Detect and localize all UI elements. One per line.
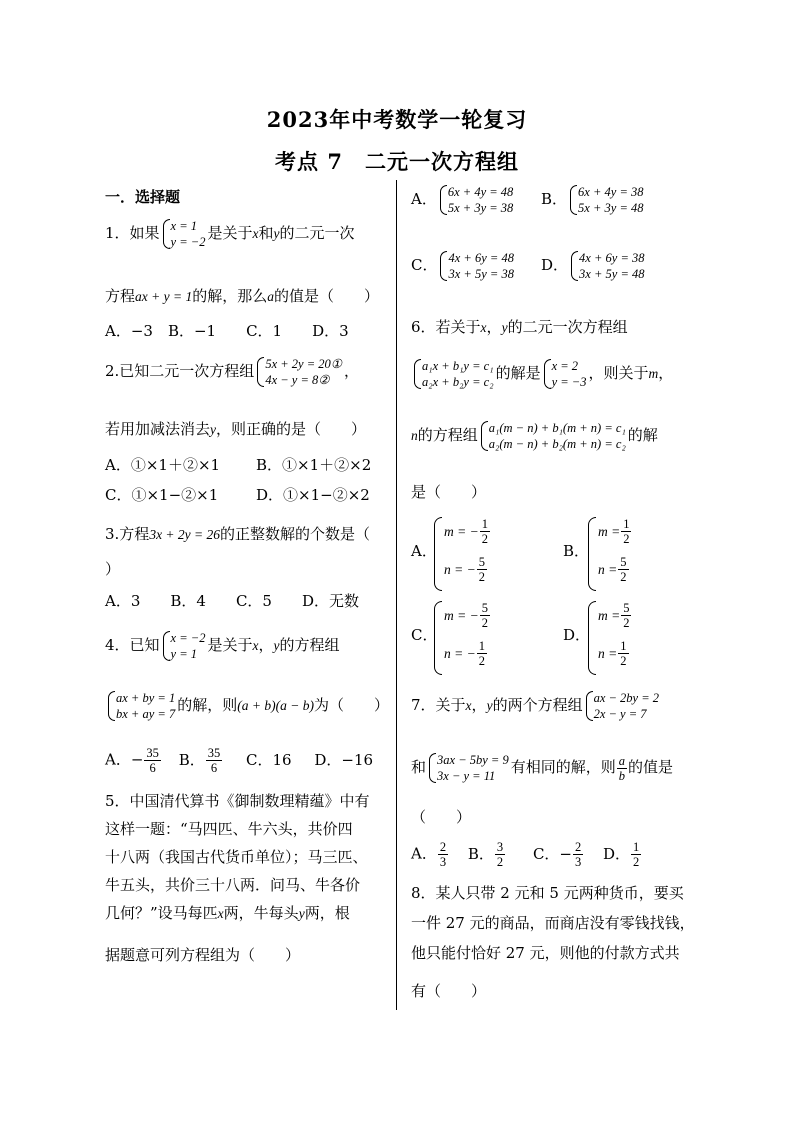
question-8-line-3: 他只能付恰好 27 元，则他的付款方式共	[411, 944, 680, 962]
q4-system: x = −2 y = 1	[162, 630, 206, 662]
question-6-line-1: 6．若关于x，y的二元一次方程组	[411, 318, 628, 336]
q5-option-d: D． 4x + 6y = 38 3x + 5y = 48	[541, 251, 645, 281]
question-8-line-4: 有（ ）	[411, 982, 487, 1000]
q7-system-2: 3ax − 5by = 9 3x − y = 11	[428, 752, 509, 784]
q4-system-2: ax + by = 1 bx + ay = 7	[107, 690, 175, 722]
q5-option-c-system: 4x + 6y = 48 3x + 5y = 38	[439, 250, 513, 282]
q6-solution-system: x = 2 y = −3	[543, 358, 587, 390]
q6-option-c-label: C．	[411, 626, 438, 644]
q4-fraction-b: $\frac{35}{6}$	[207, 746, 221, 775]
column-divider	[396, 180, 397, 1010]
q2-option-c: C．①×1−②×1	[105, 486, 219, 504]
question-7-line-1: 7．关于x，y的两个方程组 ax − 2by = 2 2x − y = 7	[411, 691, 660, 721]
q6-option-d-system: m = $\frac{5}{2}$ n = $\frac{1}{2}$	[588, 601, 678, 675]
question-4-line-1: 4．已知 x = −2 y = 1 是关于x，y的方程组	[105, 631, 340, 661]
q6-option-c-system: m = − $\frac{5}{2}$ n = − $\frac{1}{2}$	[434, 601, 524, 675]
q5-option-d-system: 4x + 6y = 38 3x + 5y = 48	[570, 250, 644, 282]
q5-option-b: B． 6x + 4y = 38 5x + 3y = 48	[541, 185, 644, 215]
question-8-line-2: 一件 27 元的商品，而商店没有零钱找钱，	[411, 914, 695, 932]
q6-option-a-label: A．	[411, 542, 437, 560]
question-8-line-1: 8．某人只带 2 元和 5 元两种货币，要买	[411, 884, 684, 902]
question-5-line-4: 牛五头，共价三十八两．问马、牛各价	[105, 876, 361, 894]
question-4-line-2: ax + by = 1 bx + ay = 7 的解，则(a + b)(a − b)为（ ）	[105, 690, 389, 722]
q5-option-a: A． 6x + 4y = 48 5x + 3y = 38	[411, 185, 514, 215]
question-4-options: A．− $\frac{35}{6}$ B． $\frac{35}{6}$ C．16 D．−16	[105, 746, 374, 775]
question-6-line-3: n的方程组 a₁(m − n) + b₁(m + n) = c₁ a₂(m − n) + b₂(m + n) = c₂ 的解	[411, 421, 658, 451]
q4-fraction-a: $\frac{35}{6}$	[146, 746, 159, 775]
q6-option-b-system: m = $\frac{1}{2}$ n = $\frac{5}{2}$	[588, 517, 678, 591]
section-heading: 一．选择题	[105, 188, 181, 206]
q2-system: 5x + 2y = 20① 4x − y = 8②	[256, 356, 342, 388]
question-3-options: A．3 B．4 C．5 D．无数	[105, 592, 359, 610]
question-1-options: A．−3 B．−1 C．1 D．3	[105, 322, 349, 340]
q6-system: a₁x + b₁y = c₁ a₂x + b₂y = c₂	[413, 358, 494, 390]
q2-option-b: B．①×1＋②×2	[256, 456, 372, 474]
question-1-line-1: 1．如果 x = 1 y = −2 是关于x和y的二元一次	[105, 219, 355, 249]
q6-option-b-label: B．	[563, 542, 590, 560]
q2-option-d: D．①×1−②×2	[256, 486, 370, 504]
q5-option-b-system: 6x + 4y = 38 5x + 3y = 48	[569, 184, 643, 216]
question-7-options: A． $\frac{2}{3}$ B． $\frac{3}{2}$ C．− $\frac{2}{3}$ D． $\frac{1}{2}$	[411, 840, 640, 869]
question-5-line-5: 几何？”设马每匹x两，牛每头y两，根	[105, 904, 350, 922]
document-title: 2023年中考数学一轮复习	[266, 107, 528, 132]
question-2-line-2: 若用加减法消去y，则正确的是（ ）	[105, 420, 367, 438]
q6-system-3: a₁(m − n) + b₁(m + n) = c₁ a₂(m − n) + b₂(m + n) = c₂	[480, 420, 626, 452]
topic-title: 考点 7 二元一次方程组	[275, 149, 519, 174]
question-6-line-2: a₁x + b₁y = c₁ a₂x + b₂y = c₂ 的解是 x = 2 y = −3 ，则关于m，	[411, 358, 673, 390]
q2-option-a: A．①×1＋②×1	[105, 456, 221, 474]
q1-system: x = 1 y = −2	[162, 218, 206, 250]
question-5-line-3: 十八两（我国古代货币单位）；马三匹、	[105, 848, 368, 866]
question-5-line-1: 5．中国清代算书《御制数理精蕴》中有	[105, 792, 370, 810]
q6-option-a-system: m = − $\frac{1}{2}$ n = − $\frac{5}{2}$	[434, 517, 524, 591]
question-7-line-3: （ ）	[411, 808, 472, 826]
q5-option-c: C． 4x + 6y = 48 3x + 5y = 38	[411, 251, 514, 281]
question-5-line-2: 这样一题：“马四匹、牛六头，共价四	[105, 820, 353, 838]
question-2-line-1: 2.已知二元一次方程组 5x + 2y = 20① 4x − y = 8② ，	[105, 357, 360, 387]
question-5-line-6: 据题意可列方程组为（ ）	[105, 946, 301, 964]
q5-option-a-system: 6x + 4y = 48 5x + 3y = 38	[439, 184, 513, 216]
q6-option-d-label: D．	[563, 626, 591, 644]
question-3-line-1: 3.方程3x + 2y = 26的正整数解的个数是（	[105, 525, 371, 543]
question-6-line-4: 是（ ）	[411, 483, 487, 501]
question-3-line-2: ）	[105, 560, 121, 578]
question-1-line-2: 方程ax + y = 1的解，那么a的值是（ ）	[105, 287, 380, 305]
q7-ratio-fraction: $\frac{a}{b}$	[618, 753, 625, 783]
q7-system: ax − 2by = 2 2x − y = 7	[585, 690, 659, 722]
question-7-line-2: 和 3ax − 5by = 9 3x − y = 11 有相同的解，则 $\frac{a}{b}$ 的值是	[411, 753, 674, 783]
